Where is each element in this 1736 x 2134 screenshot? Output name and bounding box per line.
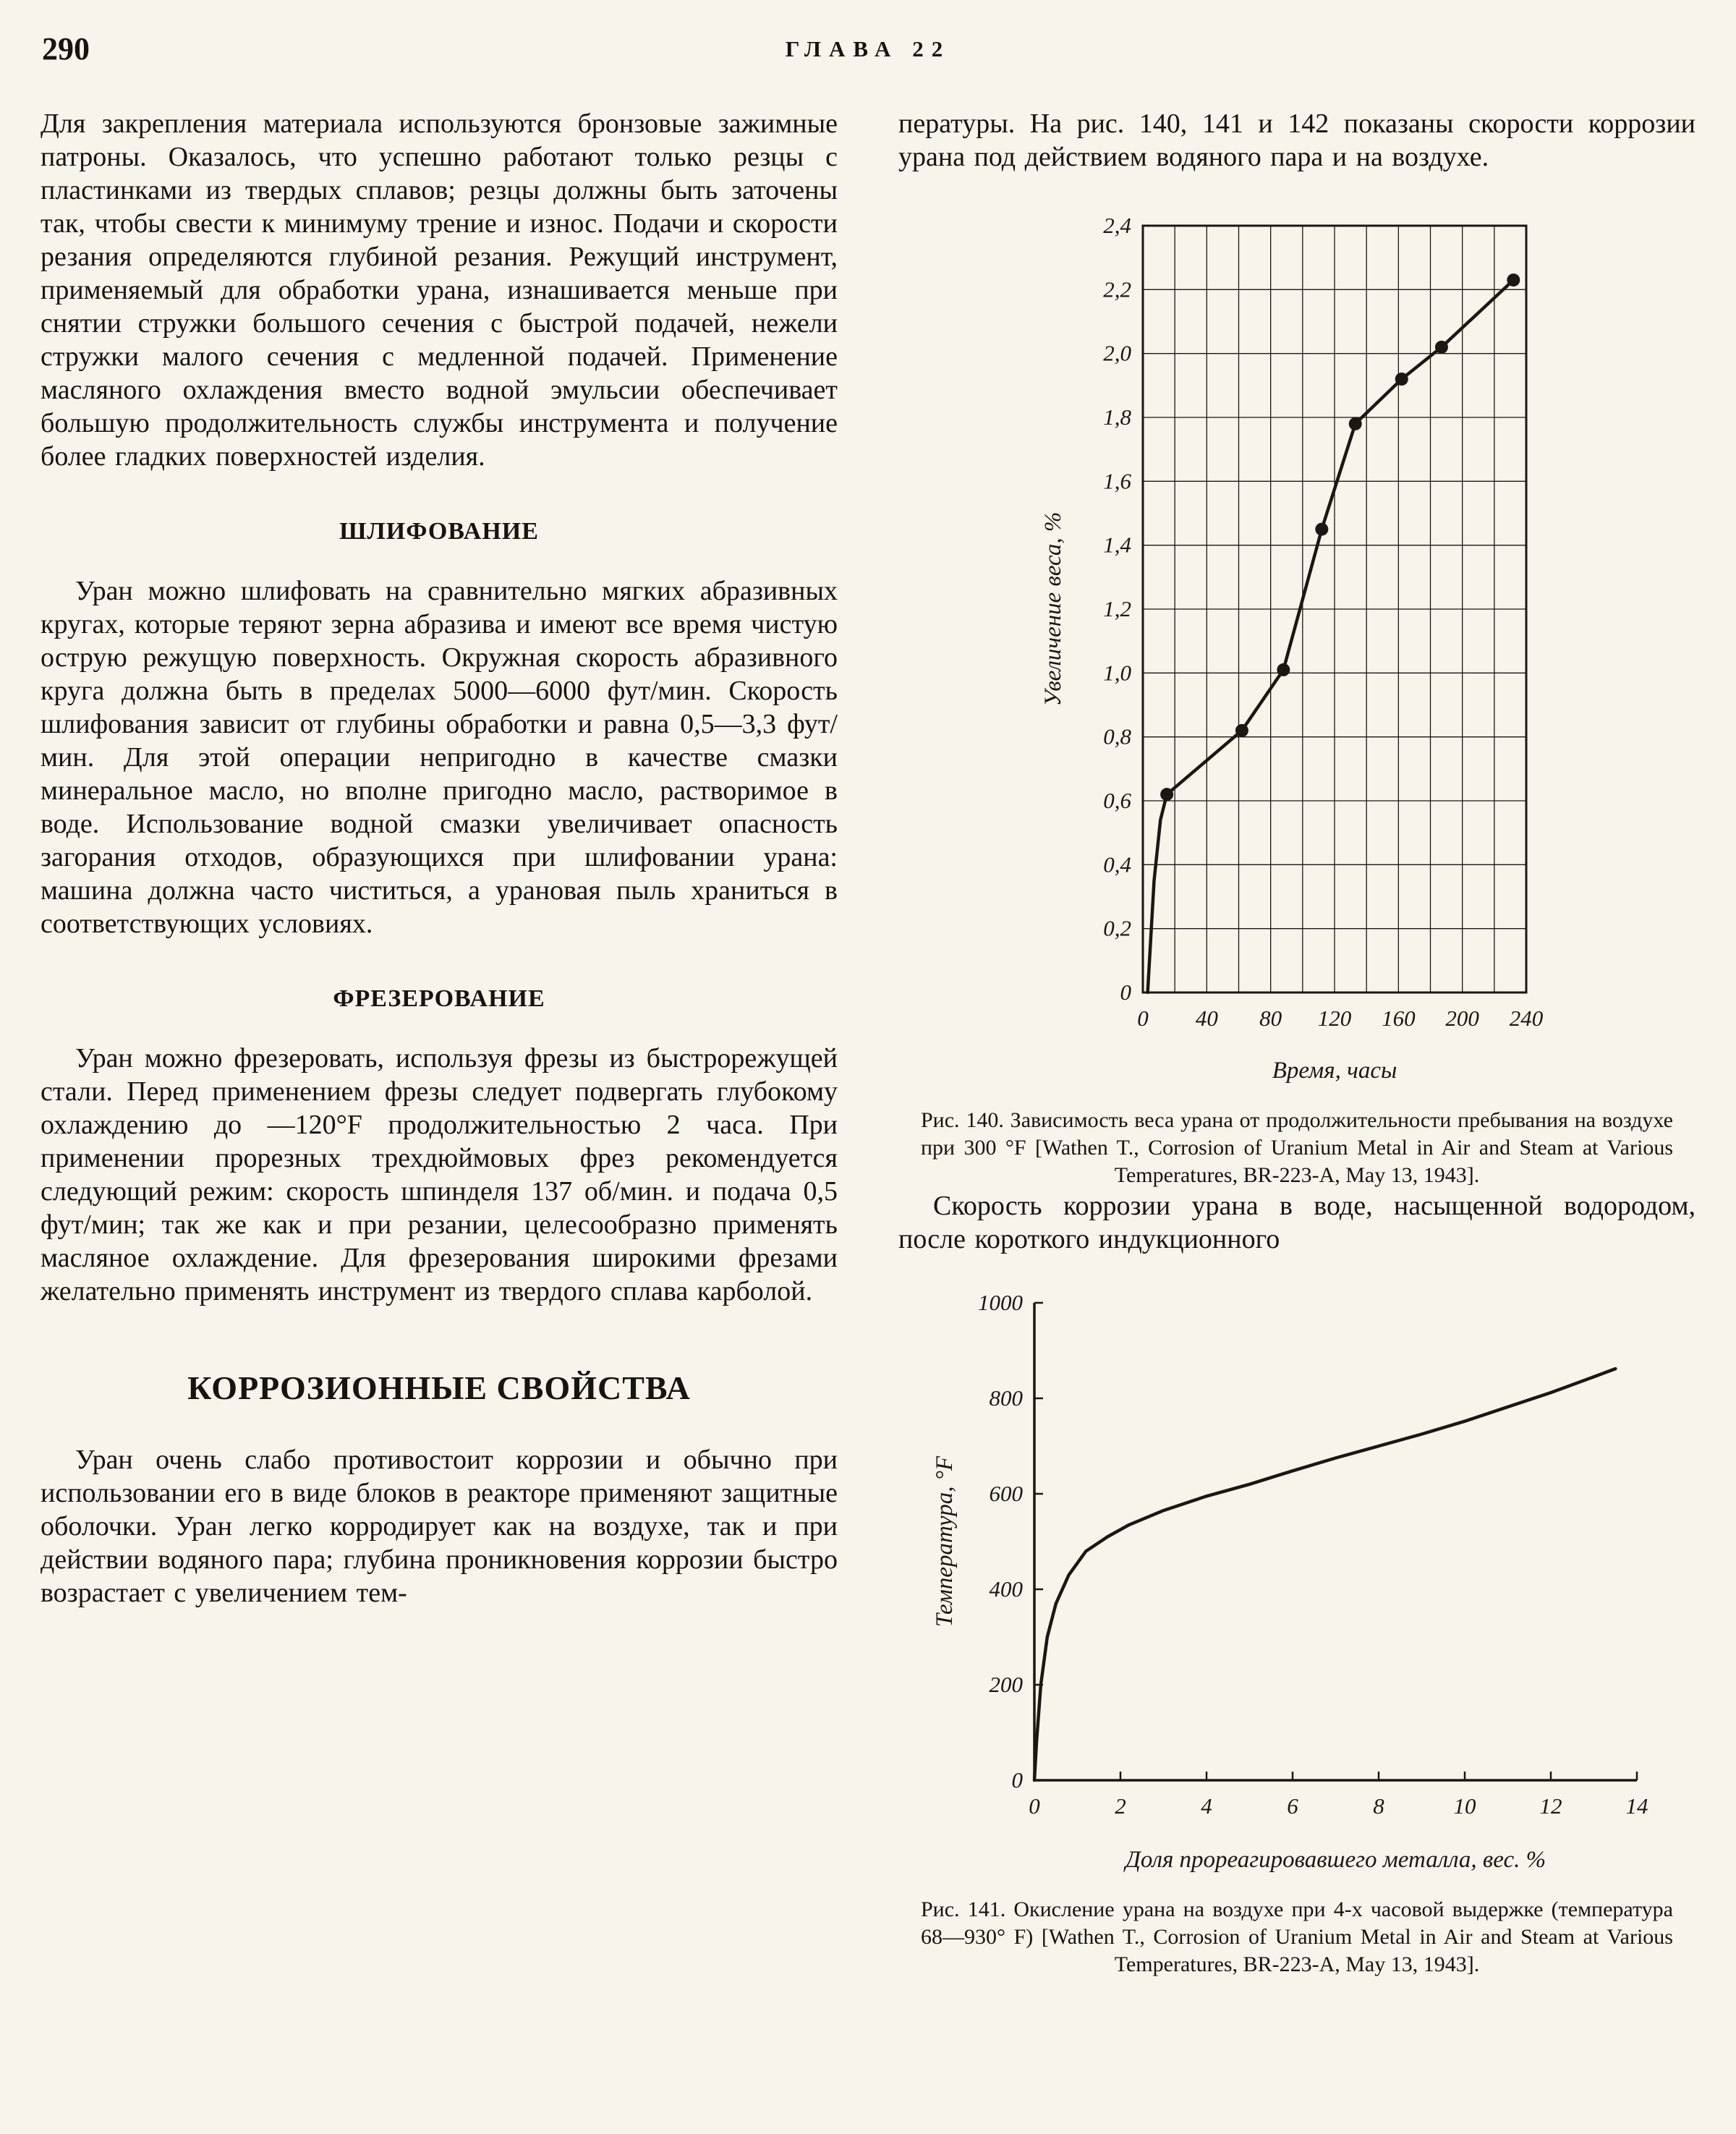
svg-text:240: 240 bbox=[1509, 1006, 1544, 1031]
fig140-caption: Рис. 140. Зависимость веса урана от продолжительности пребывания на воздухе при 300 °F [Wathen T., Corrosion of Uranium Metal in Air and Steam at Various Temperatures, BR-223-A, May 13, 1943]. bbox=[921, 1108, 1673, 1187]
svg-text:200: 200 bbox=[989, 1672, 1023, 1697]
svg-text:400: 400 bbox=[989, 1576, 1023, 1602]
left-column bbox=[41, 107, 838, 1978]
paragraph-corrosion: Уран очень слабо противостоит коррозии и обычно при использовании его в виде блоков в реакторе применяют защитные оболочки. Уран легко корродирует как на воздухе, так и при действии водяного пара; глубина проникновения коррозии быстро возрастает с увеличением тем- bbox=[41, 1445, 838, 1608]
svg-text:1,8: 1,8 bbox=[1103, 404, 1131, 430]
svg-text:1,0: 1,0 bbox=[1103, 660, 1131, 686]
paragraph-milling: Уран можно фрезеровать, используя фрезы из быстрорежущей стали. Перед применением фрезы следует подвергать глубокому охлаждению до —120°F продолжительностью 2 часа. При применении прорезных трехдюймовых фрез рекомендуется следующий режим: скорость шпинделя 137 об/мин. и подача 0,5 фут/мин; так же как и при резании, целесообразно применять масляное охлаждение. Для фрезерования широкими фрезами желательно применять инструмент из твердого сплава карболой. bbox=[41, 1043, 838, 1306]
svg-text:2,2: 2,2 bbox=[1103, 276, 1131, 302]
svg-text:0,2: 0,2 bbox=[1103, 915, 1131, 941]
fig141-line-chart bbox=[898, 1278, 1695, 1889]
svg-text:10: 10 bbox=[1453, 1793, 1476, 1819]
svg-text:1000: 1000 bbox=[978, 1290, 1023, 1315]
page-number: 290 bbox=[42, 31, 90, 67]
paragraph-grinding: Уран можно шлифовать на сравнительно мягких абразивных кругах, которые теряют зерна абразива и имеют все время чистую острую режущую поверхность. Окружная скорость абразивного круга должна быть в пределах 5000—6000 фут/мин. Скорость шлифования зависит от глубины обработки и равна 0,5—3,3 фут/мин. Для этой операции непригодно в качестве смазки минеральное масло, но вполне пригодно масло, растворимое в воде. Использование водной смазки увеличивает опасность загорания отходов, образующихся при шлифовании урана: машина должна часто чиститься, а урановая пыль храниться в соответствующих условиях. bbox=[41, 576, 838, 939]
svg-text:200: 200 bbox=[1445, 1006, 1479, 1031]
running-head: ГЛАВА 22 bbox=[785, 36, 951, 61]
svg-text:120: 120 bbox=[1317, 1006, 1352, 1031]
svg-text:14: 14 bbox=[1625, 1793, 1648, 1819]
svg-text:0: 0 bbox=[1120, 979, 1131, 1005]
paragraph-machining: Для закрепления материала используются бронзовые зажимные патроны. Оказалось, что успешно работают только резцы с пластинками из твердых сплавов; резцы должны быть заточены так, чтобы свести к минимуму трение и износ. Подачи и скорости резания определяются глубиной резания. Режущий инструмент, применяемый для обработки урана, изнашивается меньше при снятии стружки большого сечения с быстрой подачей, нежели стружки малого сечения с медленной подачей. Применение масляного охлаждения вместо водной эмульсии обеспечивает большую продолжительность службы инструмента и получение более гладких поверхностей изделия. bbox=[41, 109, 838, 472]
svg-text:0: 0 bbox=[1029, 1793, 1040, 1819]
svg-text:1,2: 1,2 bbox=[1103, 596, 1131, 621]
svg-text:8: 8 bbox=[1373, 1793, 1384, 1819]
heading-grinding: ШЛИФОВАНИЕ bbox=[339, 518, 539, 545]
svg-text:1,6: 1,6 bbox=[1103, 468, 1131, 494]
svg-text:600: 600 bbox=[989, 1481, 1023, 1506]
svg-text:Доля прореагировавшего металла: Доля прореагировавшего металла, вес. % bbox=[1125, 1847, 1546, 1873]
svg-text:2: 2 bbox=[1115, 1793, 1126, 1819]
paragraph-water-corrosion: Скорость коррозии урана в воде, насыщенной водородом, после короткого индукционного bbox=[898, 1191, 1695, 1254]
svg-text:0,8: 0,8 bbox=[1103, 723, 1131, 749]
paragraph-temperature-continuation: пературы. На рис. 140, 141 и 142 показаны скорости коррозии урана под действием водяного пара и на воздухе. bbox=[898, 109, 1695, 172]
right-column bbox=[898, 107, 1695, 1978]
svg-text:Температура, °F: Температура, °F bbox=[932, 1455, 958, 1628]
svg-text:1,4: 1,4 bbox=[1103, 532, 1131, 558]
svg-text:40: 40 bbox=[1195, 1006, 1218, 1031]
svg-text:6: 6 bbox=[1287, 1793, 1298, 1819]
fig141-caption: Рис. 141. Окисление урана на воздухе при 4-х часовой выдержке (температура 68—930° F) [Wathen T., Corrosion of Uranium Metal in Air and Steam at Various Temperatures, BR-223-A, May 13, 1943]. bbox=[921, 1897, 1673, 1976]
svg-text:2,4: 2,4 bbox=[1103, 213, 1131, 238]
two-column-layout bbox=[41, 107, 1695, 1978]
svg-text:12: 12 bbox=[1539, 1793, 1562, 1819]
svg-text:800: 800 bbox=[989, 1385, 1023, 1411]
svg-text:160: 160 bbox=[1382, 1006, 1416, 1031]
figure-141 bbox=[898, 1278, 1695, 1978]
svg-text:Увеличение веса, %: Увеличение веса, % bbox=[1040, 511, 1066, 707]
svg-text:0: 0 bbox=[1137, 1006, 1149, 1031]
svg-text:0,6: 0,6 bbox=[1103, 788, 1131, 813]
svg-text:2,0: 2,0 bbox=[1103, 340, 1131, 366]
svg-text:80: 80 bbox=[1259, 1006, 1282, 1031]
heading-corrosion-properties: КОРРОЗИОННЫЕ СВОЙСТВА bbox=[187, 1369, 691, 1406]
svg-text:4: 4 bbox=[1201, 1793, 1212, 1819]
svg-text:0,4: 0,4 bbox=[1103, 851, 1131, 877]
fig140-line-chart bbox=[898, 195, 1695, 1100]
svg-text:Время, часы: Время, часы bbox=[1272, 1058, 1397, 1084]
svg-text:0: 0 bbox=[1011, 1767, 1023, 1793]
figure-140 bbox=[898, 195, 1695, 1189]
page-header bbox=[41, 30, 1695, 82]
heading-milling: ФРЕЗЕРОВАНИЕ bbox=[333, 985, 545, 1012]
